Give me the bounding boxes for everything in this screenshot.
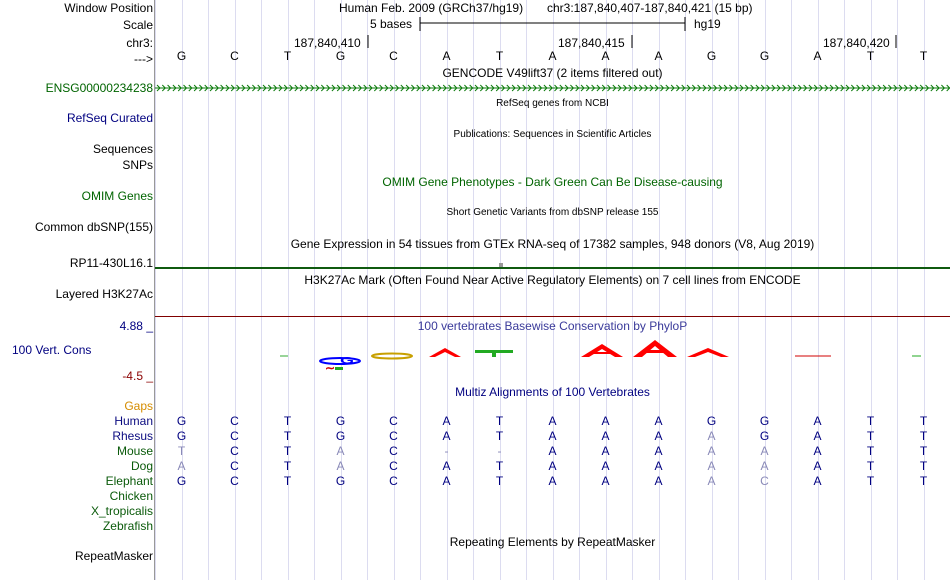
assembly-title: Human Feb. 2009 (GRCh37/hg19) (339, 1, 524, 15)
alignment-base: A (336, 444, 345, 458)
alignment-base: - (444, 444, 449, 458)
alignment-base: T (283, 459, 292, 473)
alignment-base: T (866, 459, 875, 473)
gencode-track-title: GENCODE V49lift37 (2 items filtered out) (442, 66, 663, 80)
gencode-gene-line[interactable] (155, 82, 950, 94)
strand-label: ---> (134, 52, 153, 66)
reference-base: C (230, 49, 239, 63)
alignment-base: C (389, 429, 398, 443)
alignment-base: A (707, 474, 716, 488)
species-label[interactable]: Rhesus (112, 429, 153, 443)
alignment-base: G (706, 414, 717, 428)
ruler-tick-1: 187,840,410 (294, 36, 361, 50)
alignment-base: T (283, 474, 292, 488)
omim-track-label[interactable]: OMIM Genes (81, 189, 153, 203)
alignment-base: C (230, 414, 239, 428)
alignment-base: A (813, 444, 822, 458)
reference-base: T (495, 49, 504, 63)
scale-text: 5 bases (370, 17, 413, 31)
alignment-base: A (548, 429, 557, 443)
alignment-base: A (548, 414, 557, 428)
alignment-base: T (866, 474, 875, 488)
gtex-marker (499, 263, 503, 267)
reference-base: A (442, 49, 451, 63)
alignment-base: A (442, 459, 451, 473)
alignment-base: T (495, 474, 504, 488)
alignment-base: T (283, 414, 292, 428)
reference-base: A (548, 49, 557, 63)
alignment-base: T (495, 429, 504, 443)
species-label[interactable]: X_tropicalis (90, 504, 153, 518)
omim-track-title: OMIM Gene Phenotypes - Dark Green Can Be Disease-causing (382, 175, 723, 189)
alignment-base: G (176, 474, 187, 488)
alignment-base: - (497, 444, 502, 458)
alignment-base: C (230, 444, 239, 458)
alignment-base: C (230, 474, 239, 488)
reference-base: G (759, 49, 770, 63)
dbsnp-track-label[interactable]: Common dbSNP(155) (34, 220, 153, 234)
cons-track-label[interactable]: 100 Vert. Cons (12, 343, 92, 357)
alignment-base: A (601, 414, 610, 428)
alignment-base: T (919, 444, 928, 458)
species-label[interactable]: Mouse (116, 444, 153, 458)
alignment-base: C (230, 429, 239, 443)
svg-text:G: G (340, 355, 354, 367)
ensg-track-label[interactable]: ENSG00000234238 (45, 81, 153, 95)
repeatmasker-track-label[interactable]: RepeatMasker (74, 549, 153, 563)
dbsnp-track-title: Short Genetic Variants from dbSNP release 155 (446, 207, 659, 218)
alignment-base: A (548, 459, 557, 473)
h3k27ac-track-label[interactable]: Layered H3K27Ac (55, 287, 153, 301)
alignment-base: A (654, 459, 663, 473)
alignment-base: A (336, 459, 345, 473)
alignment-base: T (283, 444, 292, 458)
alignment-base: A (442, 474, 451, 488)
reference-base: A (813, 49, 822, 63)
reference-base: A (654, 49, 663, 63)
refseq-track-label[interactable]: RefSeq Curated (66, 111, 153, 125)
alignment-base: T (866, 444, 875, 458)
alignment-base: A (654, 474, 663, 488)
alignment-base: A (813, 429, 822, 443)
cons-max-label: 4.88 _ (119, 319, 153, 333)
species-label[interactable]: Dog (130, 459, 153, 473)
rp11-gene-label[interactable]: RP11-430L16.1 (69, 256, 153, 270)
reference-base: C (389, 49, 398, 63)
gtex-track-title: Gene Expression in 54 tissues from GTEx RNA-seq of 17382 samples, 948 donors (V8, Aug 2019) (290, 237, 815, 251)
alignment-base: G (335, 414, 346, 428)
alignment-base: C (230, 459, 239, 473)
gaps-label: Gaps (124, 399, 153, 413)
alignment-base: T (919, 429, 928, 443)
reference-base: T (283, 49, 292, 63)
svg-text:∼: ∼ (325, 361, 336, 375)
sequences-track-label[interactable]: Sequences (92, 142, 153, 156)
alignment-base: T (283, 429, 292, 443)
alignment-base: A (601, 429, 610, 443)
ruler-tick-3: 187,840,420 (823, 36, 890, 50)
position-title: chr3:187,840,407-187,840,421 (15 bp) (547, 1, 753, 15)
ruler-tick-2: 187,840,415 (558, 36, 625, 50)
alignment-base: A (707, 429, 716, 443)
alignment-base: T (919, 459, 928, 473)
alignment-base: G (176, 429, 187, 443)
alignment-base: C (389, 459, 398, 473)
alignment-base: T (919, 414, 928, 428)
species-label[interactable]: Human (114, 414, 153, 428)
alignment-base: A (601, 459, 610, 473)
species-label[interactable]: Chicken (109, 489, 153, 503)
alignment-base: C (389, 444, 398, 458)
alignment-base: A (601, 444, 610, 458)
alignment-base: A (548, 474, 557, 488)
multiz-track-title: Multiz Alignments of 100 Vertebrates (455, 385, 650, 399)
reference-base: A (601, 49, 610, 63)
alignment-base: A (760, 444, 769, 458)
alignment-base: A (813, 414, 822, 428)
alignment-base: A (601, 474, 610, 488)
alignment-base: G (335, 429, 346, 443)
alignment-base: A (548, 444, 557, 458)
alignment-base: T (919, 474, 928, 488)
alignment-base: A (177, 459, 186, 473)
repeatmasker-track-title: Repeating Elements by RepeatMasker (449, 535, 656, 549)
snps-track-label[interactable]: SNPs (122, 158, 153, 172)
alignment-base: A (442, 414, 451, 428)
window-position-label: Window Position (64, 1, 153, 15)
alignment-base: G (335, 474, 346, 488)
alignment-base: T (866, 429, 875, 443)
alignment-base: T (495, 459, 504, 473)
scale-db: hg19 (694, 17, 721, 31)
alignment-base: A (813, 459, 822, 473)
publications-track-title: Publications: Sequences in Scientific Articles (453, 129, 652, 140)
chr-label: chr3: (126, 36, 153, 50)
alignment-base: A (707, 459, 716, 473)
alignment-base: A (442, 429, 451, 443)
species-label[interactable]: Zebrafish (102, 519, 153, 533)
alignment-base: A (707, 444, 716, 458)
reference-base: G (706, 49, 717, 63)
alignment-base: C (760, 474, 769, 488)
rp11-gene-bar[interactable] (155, 267, 950, 269)
reference-base: G (335, 49, 346, 63)
alignment-base: G (759, 429, 770, 443)
reference-base: T (866, 49, 875, 63)
species-label[interactable]: Elephant (105, 474, 153, 488)
scale-label: Scale (122, 18, 153, 32)
phylop-sequence-logo (155, 334, 950, 376)
reference-base: T (919, 49, 928, 63)
cons-min-label: -4.5 _ (122, 369, 153, 383)
alignment-base: T (495, 414, 504, 428)
alignment-base: A (654, 414, 663, 428)
alignment-base: C (389, 474, 398, 488)
alignment-base: A (760, 459, 769, 473)
refseq-track-title: RefSeq genes from NCBI (496, 98, 609, 109)
alignment-base: A (813, 474, 822, 488)
h3k27ac-baseline (155, 316, 950, 317)
alignment-base: G (759, 414, 770, 428)
alignment-base: T (866, 414, 875, 428)
reference-base: G (176, 49, 187, 63)
alignment-base: A (654, 429, 663, 443)
alignment-base: T (177, 444, 186, 458)
alignment-base: A (654, 444, 663, 458)
alignment-base: G (176, 414, 187, 428)
phylop-track-title: 100 vertebrates Basewise Conservation by PhyloP (417, 319, 688, 333)
alignment-base: C (389, 414, 398, 428)
h3k27ac-track-title: H3K27Ac Mark (Often Found Near Active Regulatory Elements) on 7 cell lines from ENCODE (304, 273, 801, 287)
